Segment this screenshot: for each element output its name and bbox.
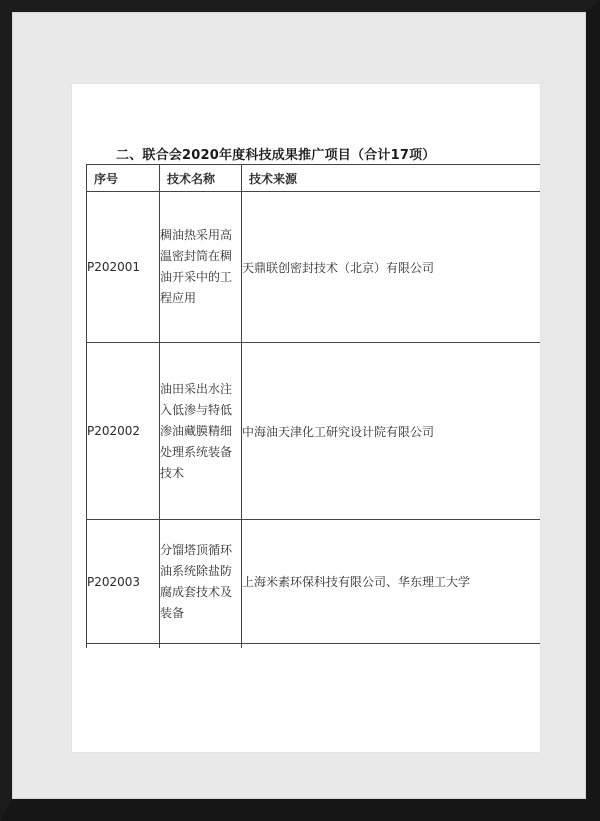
- table-row-continuation: [87, 644, 541, 649]
- header-tech-name: 技术名称: [160, 165, 242, 192]
- row-tech-name: 稠油热采用高温密封筒在稠油开采中的工程应用: [160, 192, 242, 343]
- row-code: P202002: [87, 343, 160, 520]
- table-row: [87, 520, 541, 644]
- table-header-row: [87, 165, 541, 192]
- section-heading: 二、联合会2020年度科技成果推广项目（合计17项）: [116, 148, 436, 163]
- header-tech-source: 技术来源: [242, 165, 541, 192]
- table-row: [87, 343, 541, 520]
- row-tech-source: 中海油天津化工研究设计院有限公司: [242, 343, 541, 520]
- table-row: [87, 192, 541, 343]
- row-tech-name: 油田采出水注入低渗与特低渗油藏膜精细处理系统装备技术: [160, 343, 242, 520]
- projects-table: [86, 164, 540, 648]
- row-tech-source: 上海米素环保科技有限公司、华东理工大学: [242, 520, 541, 644]
- row-tech-name: 分馏塔顶循环油系统除盐防腐成套技术及装备: [160, 520, 242, 644]
- frame-mat: [12, 12, 586, 799]
- header-serial: 序号: [87, 165, 160, 192]
- row-code: P202001: [87, 192, 160, 343]
- row-code: P202003: [87, 520, 160, 644]
- row-tech-source: 天鼎联创密封技术（北京）有限公司: [242, 192, 541, 343]
- document-page: [72, 84, 540, 752]
